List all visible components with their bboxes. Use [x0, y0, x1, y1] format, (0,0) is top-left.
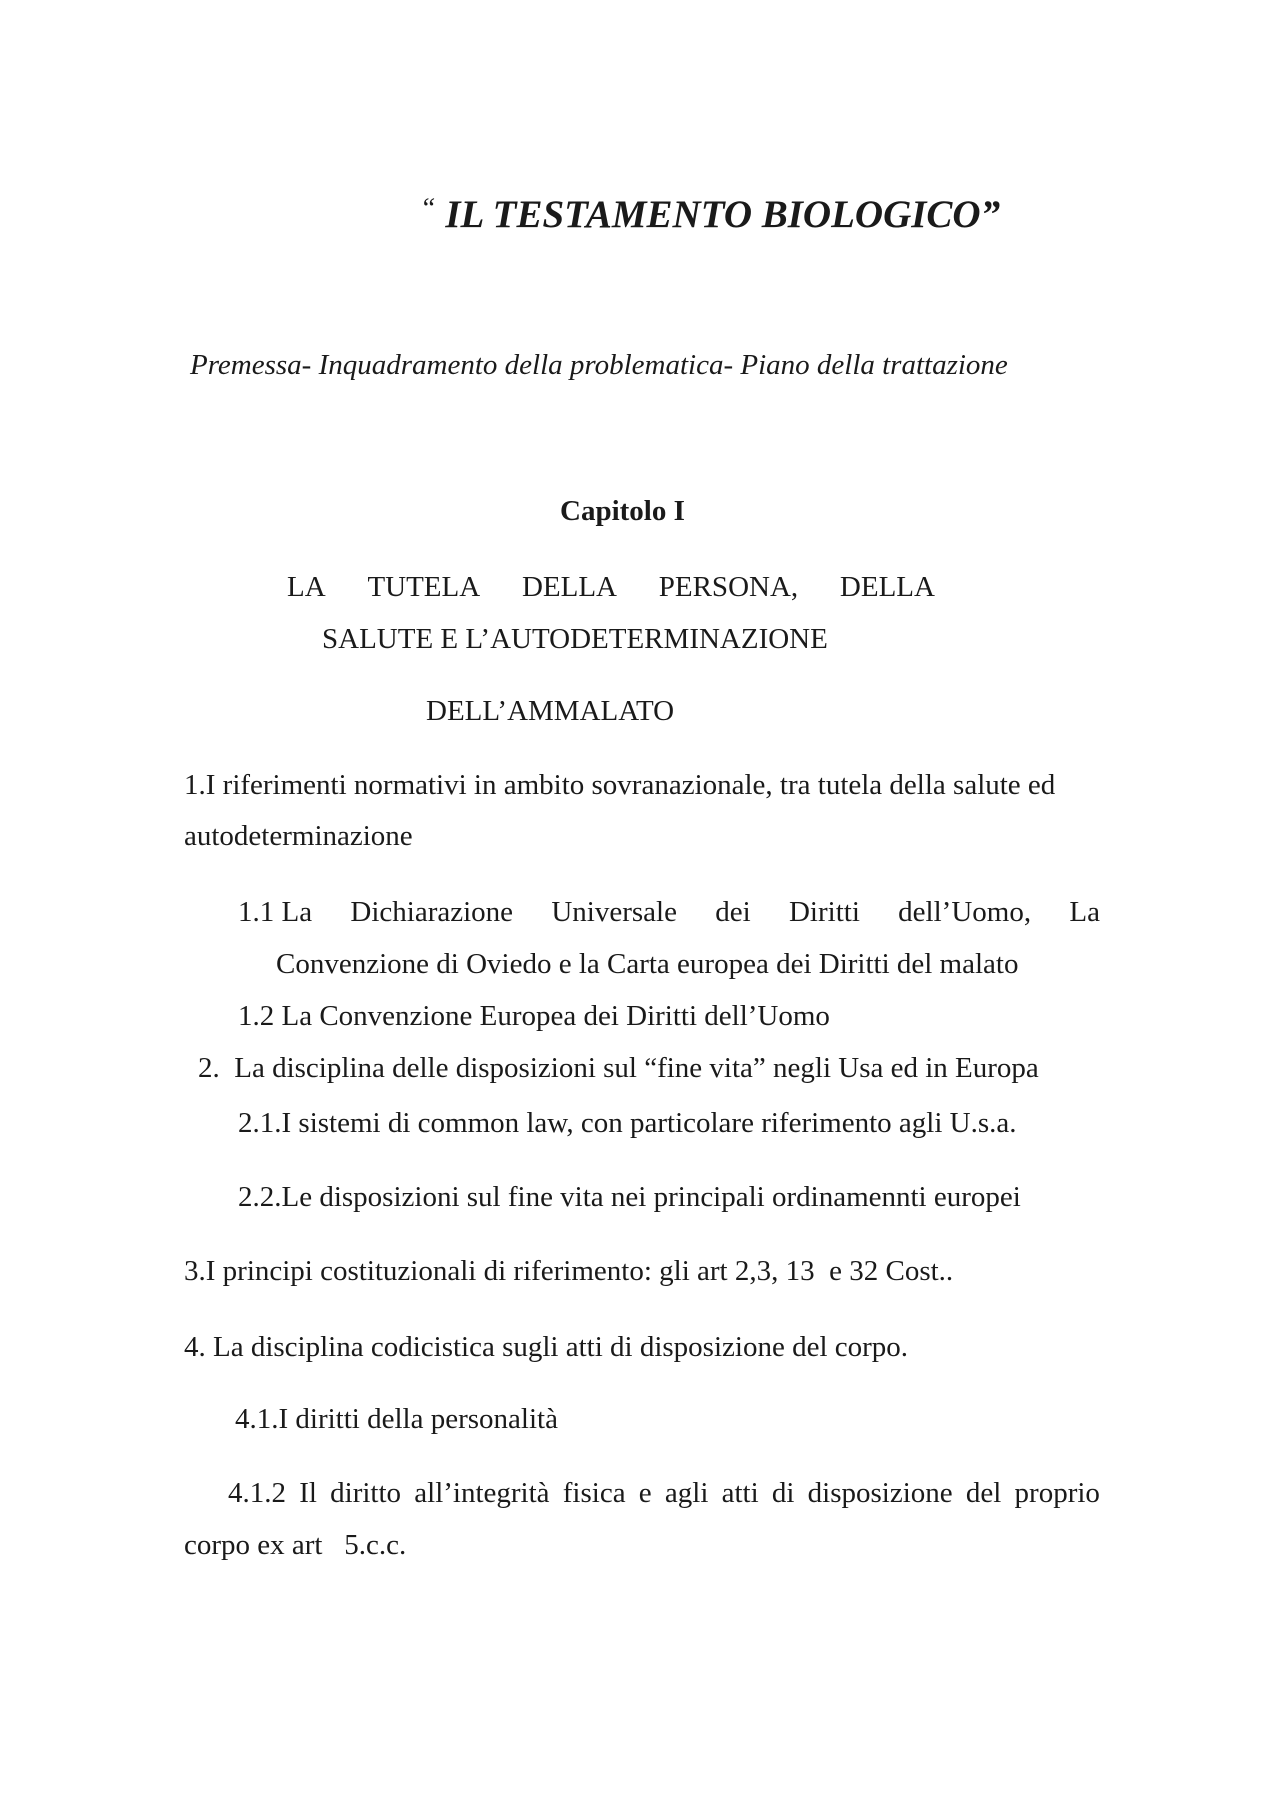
title-text: IL TESTAMENTO BIOLOGICO	[445, 193, 981, 236]
toc-item-1-1-line-2: Convenzione di Oviedo e la Carta europea dei Diritti del malato	[276, 948, 1019, 980]
toc-item-4-1: 4.1.I diritti della personalità	[235, 1403, 558, 1435]
toc-word: del	[965, 1477, 1002, 1509]
toc-word: di	[771, 1477, 795, 1509]
toc-item-3: 3.I principi costituzionali di riferimento: gli art 2,3, 13 e 32 Cost..	[184, 1255, 954, 1287]
toc-word: disposizione	[807, 1477, 953, 1509]
toc-item-1-2: 1.2 La Convenzione Europea dei Diritti dell’Uomo	[238, 1000, 830, 1032]
toc-item-4: 4. La disciplina codicistica sugli atti di disposizione del corpo.	[184, 1331, 909, 1363]
document-title	[420, 186, 1000, 238]
toc-word: Universale	[551, 896, 677, 928]
toc-word: Diritti	[788, 896, 860, 928]
toc-word: 1.1 La	[238, 896, 313, 928]
toc-item-2-1: 2.1.I sistemi di common law, con particolare riferimento agli U.s.a.	[238, 1107, 1017, 1139]
chapter-title-line-1	[287, 570, 935, 604]
toc-item-1-line-1: 1.I riferimenti normativi in ambito sovranazionale, tra tutela della salute ed	[184, 769, 1056, 801]
chapter-title-word: TUTELA	[367, 571, 481, 603]
chapter-title-line-2: SALUTE E L’AUTODETERMINAZIONE	[322, 623, 828, 655]
toc-word: e	[638, 1477, 652, 1509]
toc-word: proprio	[1014, 1477, 1100, 1509]
document-subtitle: Premessa- Inquadramento della problematica- Piano della trattazione	[190, 349, 1008, 381]
chapter-title-word: DELLA	[839, 571, 935, 603]
toc-word: Il	[299, 1477, 317, 1509]
toc-item-2-2: 2.2.Le disposizioni sul fine vita nei principali ordinamennti europei	[238, 1181, 1021, 1213]
toc-word: dei	[715, 896, 751, 928]
toc-item-1-line-2: autodeterminazione	[184, 820, 413, 852]
toc-item-4-1-2-line-2: corpo ex art 5.c.c.	[184, 1529, 407, 1561]
toc-word: 4.1.2	[228, 1477, 286, 1509]
chapter-label: Capitolo I	[560, 495, 685, 527]
toc-word: diritto	[330, 1477, 402, 1509]
toc-word: atti	[721, 1477, 759, 1509]
chapter-title-word: PERSONA,	[658, 571, 799, 603]
toc-word: dell’Uomo,	[898, 896, 1032, 928]
title-open-quote: “	[420, 193, 436, 224]
toc-word: all’integrità	[414, 1477, 550, 1509]
toc-word: Dichiarazione	[350, 896, 514, 928]
chapter-title-line-3: DELL’AMMALATO	[426, 695, 675, 727]
title-close-quote: ”	[980, 193, 1001, 236]
toc-item-2: 2. La disciplina delle disposizioni sul “fine vita” negli Usa ed in Europa	[198, 1052, 1039, 1084]
toc-item-4-1-2-line-1	[228, 1476, 1100, 1510]
toc-word: fisica	[562, 1477, 626, 1509]
toc-word: La	[1069, 896, 1100, 928]
toc-item-1-1-line-1	[238, 895, 1100, 929]
toc-word: agli	[664, 1477, 709, 1509]
chapter-title-word: DELLA	[521, 571, 617, 603]
chapter-title-word: LA	[287, 571, 326, 603]
